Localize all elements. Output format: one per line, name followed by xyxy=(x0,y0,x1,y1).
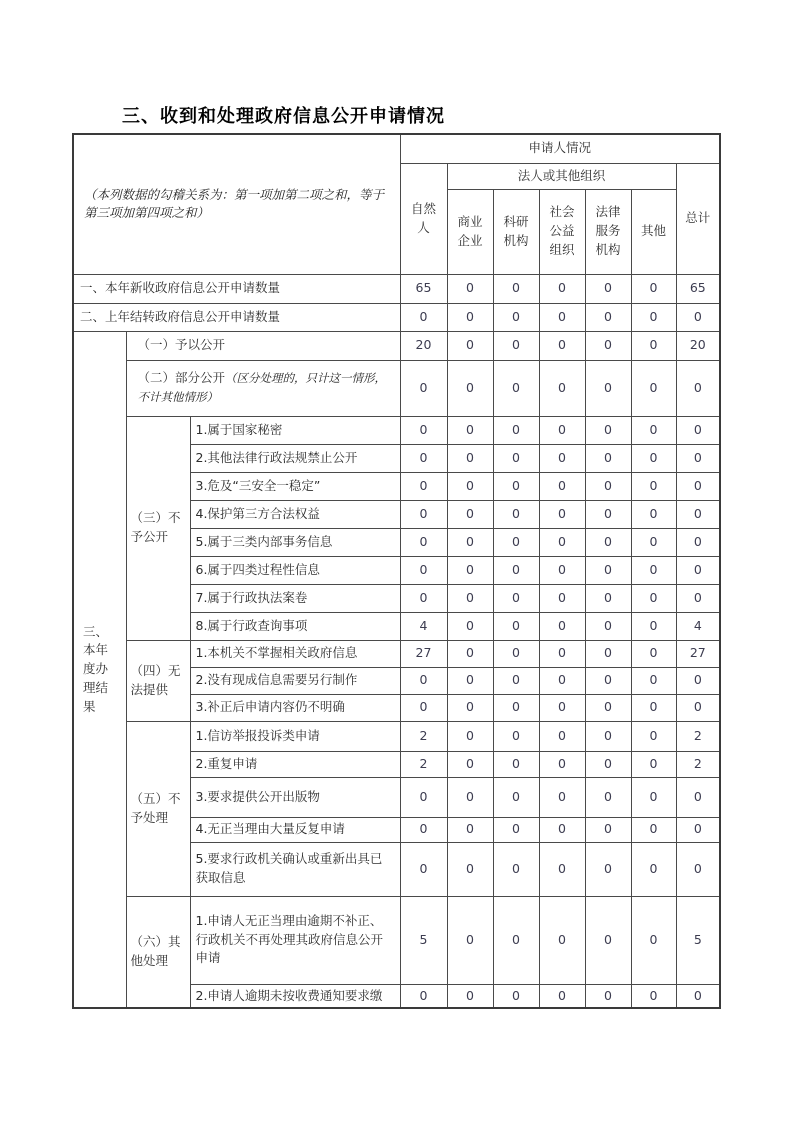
value-cell: 0 xyxy=(493,817,539,842)
value-cell: 0 xyxy=(447,751,493,777)
item-label: 4.保护第三方合法权益 xyxy=(190,500,400,528)
item-label: 7.属于行政执法案卷 xyxy=(190,584,400,612)
group-label-refused-disclosure: （三）不予公开 xyxy=(126,416,190,640)
value-cell: 0 xyxy=(631,584,676,612)
value-cell: 0 xyxy=(585,500,631,528)
value-cell: 0 xyxy=(539,667,585,694)
value-cell: 0 xyxy=(493,694,539,721)
value-cell: 0 xyxy=(539,640,585,667)
item-label: 5.要求行政机关确认或重新出具已获取信息 xyxy=(190,842,400,896)
value-cell: 27 xyxy=(400,640,447,667)
value-cell: 0 xyxy=(631,751,676,777)
item-label: 2.重复申请 xyxy=(190,751,400,777)
item-label: 1.属于国家秘密 xyxy=(190,416,400,444)
value-cell: 0 xyxy=(493,500,539,528)
value-cell: 0 xyxy=(539,842,585,896)
value-cell: 0 xyxy=(585,640,631,667)
value-cell: 0 xyxy=(631,556,676,584)
item-label: 1.信访举报投诉类申请 xyxy=(190,721,400,751)
value-cell: 0 xyxy=(585,274,631,303)
value-cell: 0 xyxy=(676,444,720,472)
value-cell: 0 xyxy=(585,896,631,984)
value-cell: 0 xyxy=(539,721,585,751)
value-cell: 0 xyxy=(493,777,539,817)
value-cell: 0 xyxy=(631,777,676,817)
value-cell: 0 xyxy=(539,472,585,500)
table-note-line1: （本列数据的勾稽关系为：第一项加第二项之和，等于 xyxy=(84,186,385,202)
value-cell: 0 xyxy=(400,303,447,331)
item-label: 2.申请人逾期未按收费通知要求缴 xyxy=(190,984,400,1008)
header-legal-service-org: 法律服务机构 xyxy=(585,189,631,274)
group-label-partial-disclosure xyxy=(126,360,400,416)
value-cell: 0 xyxy=(585,721,631,751)
value-cell: 0 xyxy=(539,817,585,842)
value-cell: 0 xyxy=(447,331,493,360)
value-cell: 0 xyxy=(447,640,493,667)
table-note xyxy=(73,134,400,274)
value-cell: 0 xyxy=(400,777,447,817)
value-cell: 0 xyxy=(676,842,720,896)
item-label: 2.其他法律行政法规禁止公开 xyxy=(190,444,400,472)
value-cell: 2 xyxy=(400,721,447,751)
value-cell: 0 xyxy=(400,556,447,584)
value-cell: 0 xyxy=(400,984,447,1008)
value-cell: 0 xyxy=(676,528,720,556)
value-cell: 0 xyxy=(539,777,585,817)
value-cell: 0 xyxy=(539,360,585,416)
value-cell: 0 xyxy=(631,896,676,984)
value-cell: 0 xyxy=(631,416,676,444)
value-cell: 0 xyxy=(631,274,676,303)
value-cell: 0 xyxy=(631,984,676,1008)
value-cell: 0 xyxy=(585,303,631,331)
value-cell: 0 xyxy=(493,303,539,331)
value-cell: 0 xyxy=(585,694,631,721)
section-label-annual-results: 三、本年度办理结果 xyxy=(73,331,126,1008)
group-label-other-handling: （六）其他处理 xyxy=(126,896,190,1008)
value-cell: 0 xyxy=(493,667,539,694)
value-cell: 0 xyxy=(447,612,493,640)
value-cell: 0 xyxy=(447,721,493,751)
value-cell: 0 xyxy=(585,777,631,817)
value-cell: 0 xyxy=(539,556,585,584)
item-label: 8.属于行政查询事项 xyxy=(190,612,400,640)
item-label: 3.危及“三安全一稳定” xyxy=(190,472,400,500)
value-cell: 0 xyxy=(447,777,493,817)
value-cell: 0 xyxy=(447,584,493,612)
item-label: 3.要求提供公开出版物 xyxy=(190,777,400,817)
item-label: 4.无正当理由大量反复申请 xyxy=(190,817,400,842)
value-cell: 0 xyxy=(676,303,720,331)
value-cell: 4 xyxy=(676,612,720,640)
value-cell: 0 xyxy=(400,528,447,556)
header-total: 总计 xyxy=(676,163,720,274)
value-cell: 0 xyxy=(676,584,720,612)
value-cell: 20 xyxy=(676,331,720,360)
value-cell: 0 xyxy=(631,667,676,694)
item-label: 3.补正后申请内容仍不明确 xyxy=(190,694,400,721)
value-cell: 0 xyxy=(585,360,631,416)
value-cell: 0 xyxy=(676,416,720,444)
value-cell: 0 xyxy=(676,777,720,817)
value-cell: 0 xyxy=(585,472,631,500)
value-cell: 0 xyxy=(493,751,539,777)
value-cell: 0 xyxy=(631,640,676,667)
value-cell: 0 xyxy=(400,360,447,416)
header-social-welfare-org: 社会公益组织 xyxy=(539,189,585,274)
value-cell: 0 xyxy=(493,444,539,472)
value-cell: 0 xyxy=(585,556,631,584)
value-cell: 0 xyxy=(539,303,585,331)
value-cell: 0 xyxy=(447,444,493,472)
row-label-new-applications: 一、本年新收政府信息公开申请数量 xyxy=(73,274,400,303)
value-cell: 0 xyxy=(631,612,676,640)
value-cell: 0 xyxy=(447,416,493,444)
value-cell: 0 xyxy=(400,416,447,444)
value-cell: 0 xyxy=(676,817,720,842)
value-cell: 0 xyxy=(539,528,585,556)
value-cell: 0 xyxy=(493,528,539,556)
value-cell: 0 xyxy=(400,500,447,528)
value-cell: 2 xyxy=(676,721,720,751)
value-cell: 0 xyxy=(631,331,676,360)
value-cell: 0 xyxy=(447,472,493,500)
value-cell: 0 xyxy=(539,274,585,303)
value-cell: 0 xyxy=(447,842,493,896)
value-cell: 0 xyxy=(400,817,447,842)
value-cell: 65 xyxy=(400,274,447,303)
value-cell: 2 xyxy=(676,751,720,777)
item-label: 5.属于三类内部事务信息 xyxy=(190,528,400,556)
value-cell: 0 xyxy=(585,416,631,444)
value-cell: 0 xyxy=(539,331,585,360)
value-cell: 20 xyxy=(400,331,447,360)
value-cell: 0 xyxy=(447,528,493,556)
value-cell: 0 xyxy=(585,984,631,1008)
value-cell: 0 xyxy=(447,694,493,721)
header-applicant-situation: 申请人情况 xyxy=(400,134,720,163)
value-cell: 0 xyxy=(676,360,720,416)
value-cell: 0 xyxy=(400,842,447,896)
value-cell: 0 xyxy=(631,303,676,331)
value-cell: 0 xyxy=(447,303,493,331)
value-cell: 0 xyxy=(447,274,493,303)
value-cell: 0 xyxy=(400,472,447,500)
value-cell: 0 xyxy=(585,444,631,472)
value-cell: 0 xyxy=(631,694,676,721)
value-cell: 0 xyxy=(631,360,676,416)
value-cell: 0 xyxy=(539,500,585,528)
value-cell: 0 xyxy=(585,817,631,842)
value-cell: 0 xyxy=(539,612,585,640)
value-cell: 0 xyxy=(585,842,631,896)
group-label-not-processed: （五）不予处理 xyxy=(126,721,190,896)
value-cell: 0 xyxy=(400,444,447,472)
value-cell: 5 xyxy=(676,896,720,984)
value-cell: 0 xyxy=(447,984,493,1008)
value-cell: 0 xyxy=(447,500,493,528)
value-cell: 0 xyxy=(631,444,676,472)
value-cell: 0 xyxy=(676,500,720,528)
value-cell: 0 xyxy=(493,640,539,667)
header-commercial-enterprise: 商业企业 xyxy=(447,189,493,274)
value-cell: 0 xyxy=(539,984,585,1008)
header-natural-person: 自然人 xyxy=(400,163,447,274)
header-other: 其他 xyxy=(631,189,676,274)
value-cell: 0 xyxy=(539,444,585,472)
value-cell: 0 xyxy=(676,694,720,721)
value-cell: 5 xyxy=(400,896,447,984)
value-cell: 0 xyxy=(447,817,493,842)
value-cell: 0 xyxy=(493,721,539,751)
value-cell: 0 xyxy=(447,667,493,694)
value-cell: 0 xyxy=(400,694,447,721)
page-title: 三、收到和处理政府信息公开申请情况 xyxy=(122,106,445,127)
value-cell: 0 xyxy=(676,472,720,500)
table-note-line2: 第三项加第四项之和） xyxy=(84,205,210,221)
group-label-partial-disclosure-note: （区分处理的，只计这一情形，不计其他情形） xyxy=(137,371,387,404)
value-cell: 0 xyxy=(493,416,539,444)
value-cell: 0 xyxy=(676,556,720,584)
value-cell: 65 xyxy=(676,274,720,303)
value-cell: 0 xyxy=(631,472,676,500)
value-cell: 0 xyxy=(585,584,631,612)
value-cell: 0 xyxy=(676,667,720,694)
value-cell: 0 xyxy=(493,984,539,1008)
value-cell: 0 xyxy=(447,896,493,984)
header-research-institution: 科研机构 xyxy=(493,189,539,274)
value-cell: 0 xyxy=(585,528,631,556)
value-cell: 0 xyxy=(493,360,539,416)
value-cell: 0 xyxy=(539,694,585,721)
value-cell: 0 xyxy=(631,528,676,556)
row-label-carried-over-applications: 二、上年结转政府信息公开申请数量 xyxy=(73,303,400,331)
value-cell: 0 xyxy=(493,274,539,303)
group-label-unable-to-provide: （四）无法提供 xyxy=(126,640,190,721)
value-cell: 0 xyxy=(493,842,539,896)
value-cell: 0 xyxy=(539,584,585,612)
value-cell: 0 xyxy=(631,842,676,896)
value-cell: 0 xyxy=(631,721,676,751)
value-cell: 27 xyxy=(676,640,720,667)
value-cell: 0 xyxy=(585,667,631,694)
value-cell: 0 xyxy=(539,751,585,777)
group-label-granted-disclosure: （一）予以公开 xyxy=(126,331,400,360)
value-cell: 0 xyxy=(493,472,539,500)
value-cell: 0 xyxy=(631,500,676,528)
value-cell: 0 xyxy=(676,984,720,1008)
value-cell: 0 xyxy=(493,556,539,584)
group-label-partial-disclosure-text: （二）部分公开 xyxy=(137,370,226,386)
item-label: 1.申请人无正当理由逾期不补正、行政机关不再处理其政府信息公开申请 xyxy=(190,896,400,984)
value-cell: 0 xyxy=(493,584,539,612)
value-cell: 0 xyxy=(539,896,585,984)
value-cell: 4 xyxy=(400,612,447,640)
value-cell: 0 xyxy=(447,556,493,584)
value-cell: 0 xyxy=(400,584,447,612)
value-cell: 0 xyxy=(585,751,631,777)
item-label: 1.本机关不掌握相关政府信息 xyxy=(190,640,400,667)
item-label: 2.没有现成信息需要另行制作 xyxy=(190,667,400,694)
value-cell: 0 xyxy=(493,896,539,984)
value-cell: 0 xyxy=(631,817,676,842)
value-cell: 0 xyxy=(400,667,447,694)
header-legal-org: 法人或其他组织 xyxy=(447,163,676,189)
value-cell: 0 xyxy=(539,416,585,444)
disclosure-application-table xyxy=(72,133,721,1009)
value-cell: 0 xyxy=(447,360,493,416)
value-cell: 0 xyxy=(493,331,539,360)
value-cell: 2 xyxy=(400,751,447,777)
value-cell: 0 xyxy=(493,612,539,640)
item-label: 6.属于四类过程性信息 xyxy=(190,556,400,584)
value-cell: 0 xyxy=(585,612,631,640)
value-cell: 0 xyxy=(585,331,631,360)
